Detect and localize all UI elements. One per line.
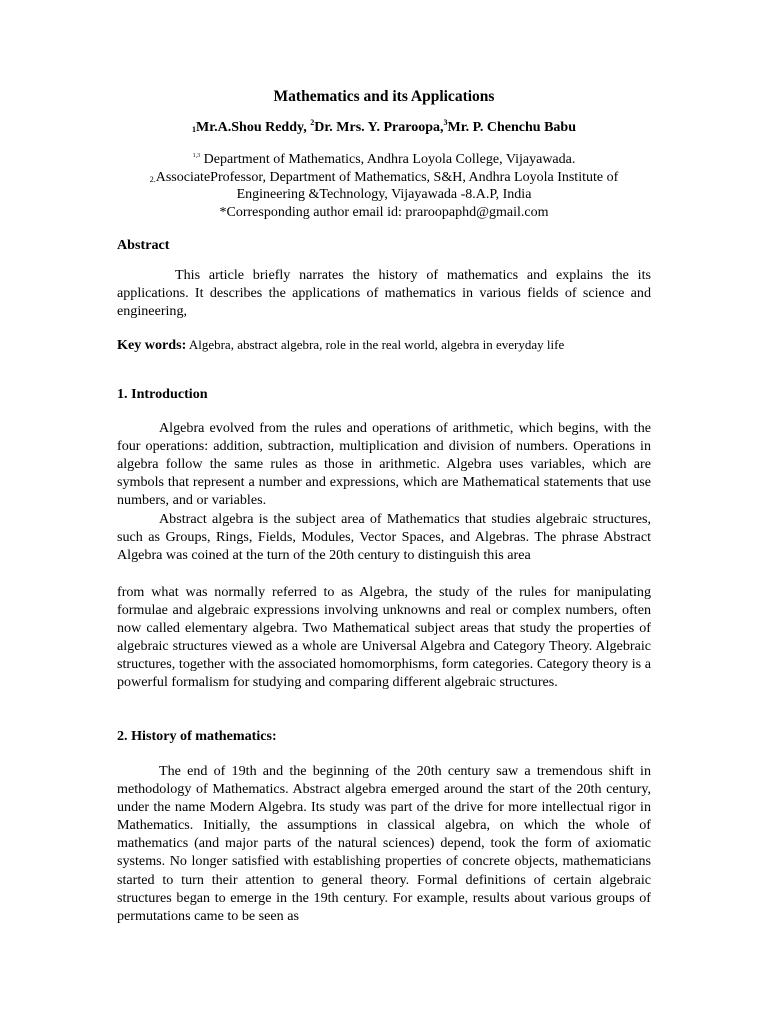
keywords-text: Algebra, abstract algebra, role in the real world, algebra in everyday life [186,337,565,352]
author-2: Dr. Mrs. Y. Praroopa, [314,120,444,135]
keywords-label: Key words: [117,337,187,353]
author-3-marker: 3 [443,118,448,127]
affiliation-line-2: $_{2.}$AssociateProfessor, Department of Mathematics, S&H, Andhra Loyola Institute of [149,169,619,185]
history-paragraph-1: The end of 19th and the beginning of the 20th century saw a tremendous shift in methodology of Mathematics. Abstract algebra emerged around the start of the 20th century, under the name Modern Algebra. Its study was part of the drive for more intellectual rigor in Mathematics. Initially, the assumptions in classical algebra, on which the whole of mathematics (and major parts of the natural sciences) depend, took the form of axiomatic systems. No longer satisfied with establishing properties of concrete objects, mathematicians started to turn their attention to general theory. Formal definitions of certain algebraic structures began to emerge in the 19th century. For example, results about various groups of permutations came to be seen as [117,763,651,924]
abstract-text: This article briefly narrates the history of mathematics and explains the its applications. It describes the applications of mathematics in various fields of science and engineering, [117,267,651,320]
corresponding-email: *Corresponding author email id: praroopaphd@gmail.com [219,204,549,220]
introduction-heading: 1. Introduction [117,386,208,402]
keywords [117,336,651,354]
history-heading: 2. History of mathematics: [117,728,277,744]
introduction-paragraph-2: Abstract algebra is the subject area of Mathematics that studies algebraic structures, such as Groups, Rings, Fields, Modules, Vector Spaces, and Algebras. The phrase Abstract Algebra was coined at the turn of the 20th century to distinguish this area [117,511,651,564]
author-list [117,119,651,137]
affiliation-2-marker: 2. [149,174,156,184]
introduction-paragraph-1: Algebra evolved from the rules and operations of arithmetic, which begins, with the four operations: addition, subtraction, multiplication and division of numbers. Operations in algebra follow the same rules as those in arithmetic. Algebra uses variables, which are symbols that represent a number and expressions, which are Mathematical statements that use numbers, and or variables. [117,420,651,509]
affiliation-line-3: Engineering &Technology, Vijayawada -8.A.P, India [236,187,532,202]
author-1-marker: 1 [192,125,196,134]
paper-page [117,0,651,1024]
abstract-heading: Abstract [117,237,170,253]
affiliation-1-marker: 1,3 [192,153,201,159]
author-2-marker: 2 [310,118,315,127]
author-3: Mr. P. Chenchu Babu [447,120,576,135]
introduction-paragraph-3: from what was normally referred to as Algebra, the study of the rules for manipulating formulae and algebraic expressions involving unknowns and real or complex numbers, often now called elementary algebra. Two Mathematical subject areas that study the properties of algebraic structures viewed as a whole are Universal Algebra and Category Theory. Algebraic structures, together with the associated homomorphisms, form categories. Category theory is a powerful formalism for studying and comparing different algebraic structures. [117,584,651,691]
paper-title: Mathematics and its Applications [273,88,495,105]
author-1: Mr.A.Shou Reddy, [196,120,307,135]
affiliation-line-1: $^{1,3}$ Department of Mathematics, Andhra Loyola College, Vijayawada. [192,152,576,167]
affiliations [117,151,651,221]
